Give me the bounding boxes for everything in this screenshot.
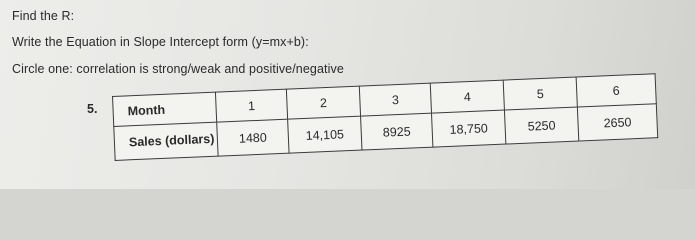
month-cell: 3 <box>359 83 431 116</box>
month-cell: 5 <box>503 77 577 110</box>
month-cell: 6 <box>576 74 656 107</box>
sales-cell: 18,750 <box>431 110 505 147</box>
month-cell: 4 <box>430 80 504 113</box>
sales-cell: 1480 <box>217 119 289 156</box>
sales-cell: 5250 <box>504 107 578 144</box>
month-cell: 2 <box>286 86 360 119</box>
correlation-prompt: Circle one: correlation is strong/weak and positive/negative <box>12 62 344 76</box>
data-table-wrapper <box>112 73 658 161</box>
month-cell: 1 <box>215 89 287 122</box>
month-header: Month <box>113 92 217 126</box>
sales-cell: 14,105 <box>288 116 362 153</box>
sales-cell: 2650 <box>577 104 657 141</box>
equation-prompt: Write the Equation in Slope Intercept form (y=mx+b): <box>12 35 309 49</box>
sales-header: Sales (dollars) <box>114 122 218 160</box>
problem-number: 5. <box>87 102 98 116</box>
data-table <box>112 73 658 161</box>
sales-cell: 8925 <box>361 113 433 150</box>
find-r-prompt: Find the R: <box>12 9 75 23</box>
